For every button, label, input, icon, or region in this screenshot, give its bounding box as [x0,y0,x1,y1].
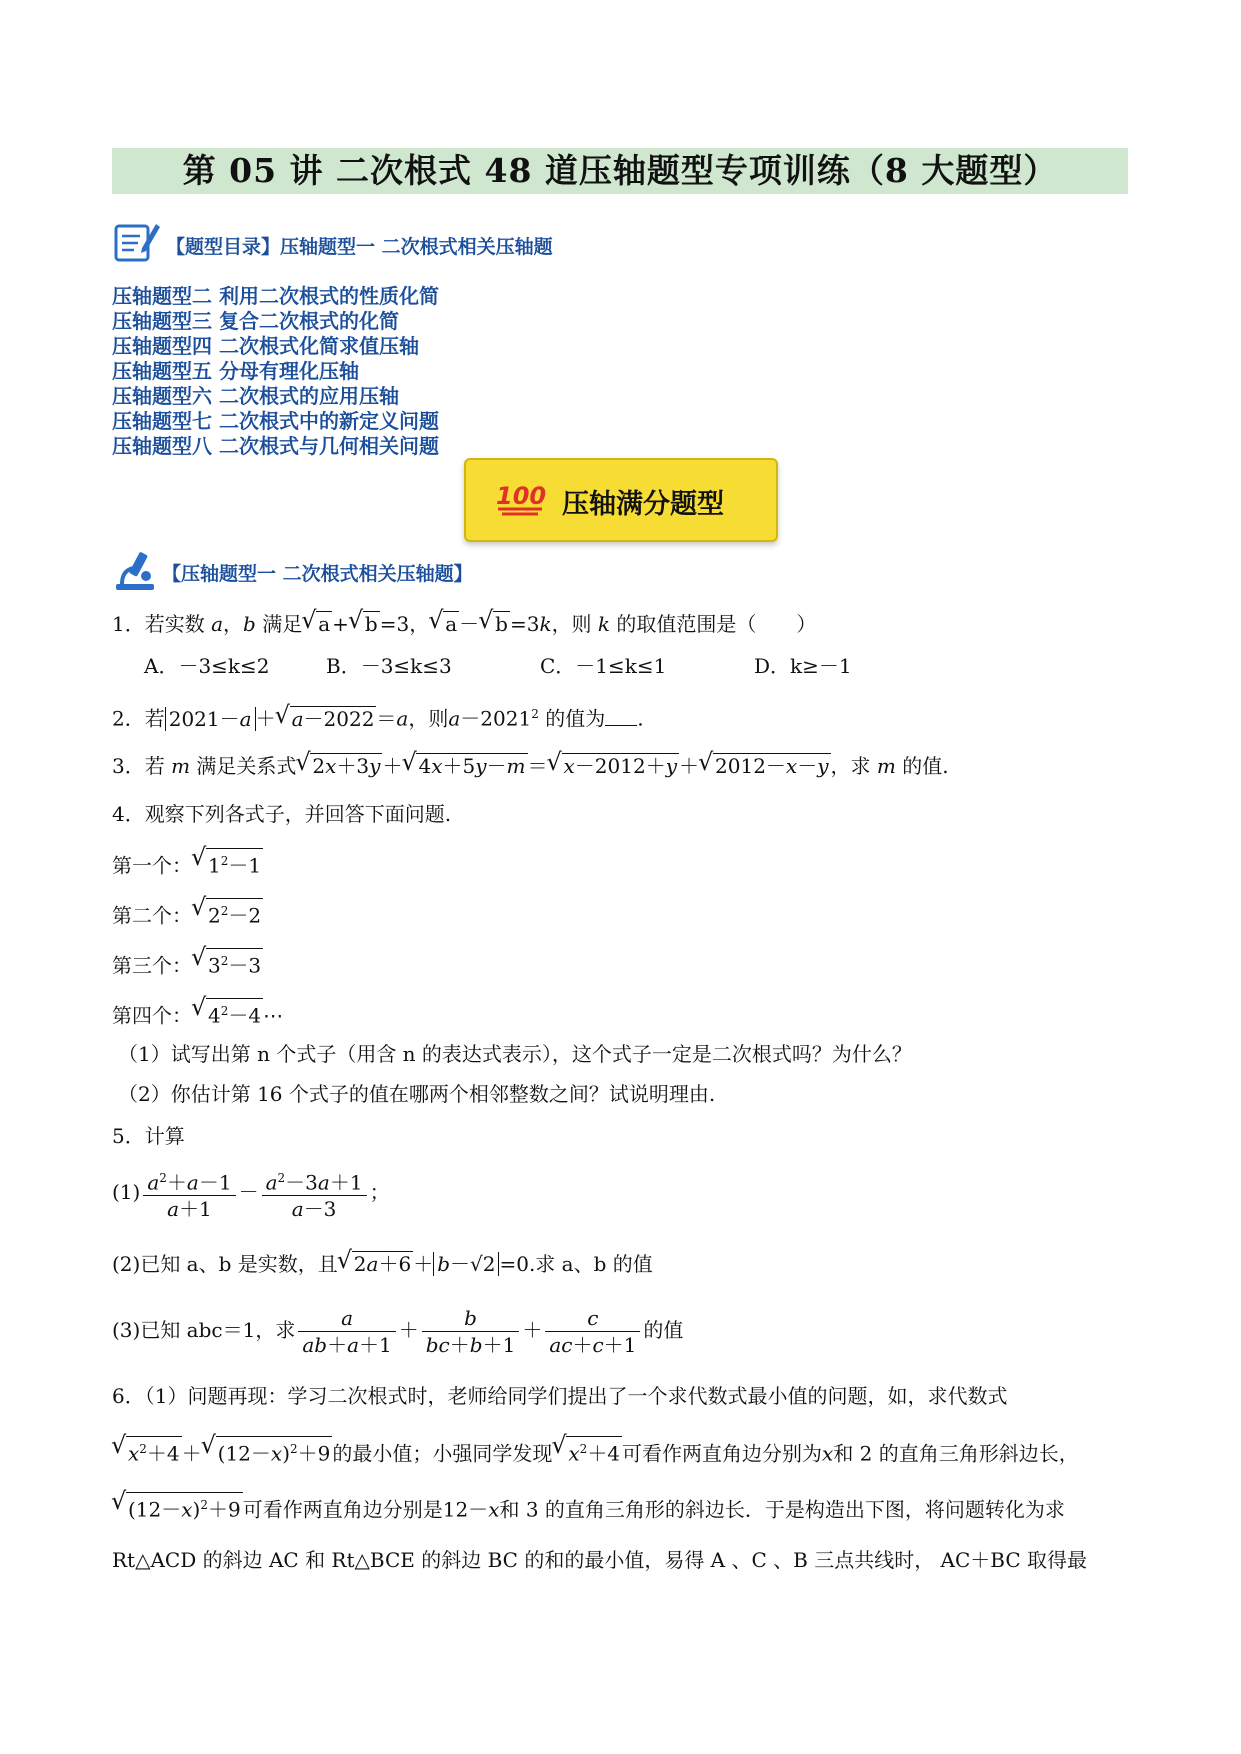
full-score-badge [464,458,778,542]
question-6-line-4: Rt△ACD 的斜边 AC 和 Rt△BCE 的斜边 BC 的和的最小值，易得 A 、C 、B 三点共线时， AC＋BC 取得最 [112,1548,1088,1572]
toc-item[interactable]: 压轴题型七 二次根式中的新定义问题 [112,409,439,433]
sequence-row: 第四个：√ $4^2-4$ ⋯ [112,998,283,1030]
question-3: 3．若 m 满足关系式√ 2x＋3y ＋√ 4x＋5y－m ＝√ x－2012＋y ＋√ 2012－x－y ，求 m 的值. [112,752,949,780]
answer-blank[interactable] [605,707,637,726]
notepad-pencil-icon [112,218,162,264]
toc-item[interactable]: 压轴题型三 复合二次根式的化简 [112,309,399,333]
sequence-row: 第三个：√ $3^2-3$ [112,948,263,980]
question-4: 4．观察下列各式子，并回答下面问题. [112,802,452,826]
sequence-row: 第一个：√ $1^2-1$ [112,848,263,880]
toc-item[interactable]: 压轴题型四 二次根式化简求值压轴 [112,334,419,358]
microscope-icon [112,546,160,592]
option-b[interactable]: B．－3≤k≤3 [326,654,452,678]
option-a[interactable]: A．－3≤k≤2 [144,654,270,678]
toc-item[interactable]: 压轴题型六 二次根式的应用压轴 [112,384,399,408]
option-d[interactable]: D．k≥－1 [754,654,852,678]
question-6-line-3: √ $(12-x)^2+9$ 可看作两直角边分别是12－x和 3 的直角三角形的斜边长．于是构造出下图，将问题转化为求 [112,1492,1065,1524]
question-5: 5．计算 [112,1124,185,1148]
option-c[interactable]: C．－1≤k≤1 [540,654,667,678]
badge-label: 压轴满分题型 [562,489,724,520]
toc-list [112,284,439,459]
question-4-part-1: （1）试写出第 n 个式子（用含 n 的表达式表示），这个式子一定是二次根式吗？为什么？ [118,1042,912,1066]
question-1: 1．若实数 a，b 满足√ a +√ b =3，√ a －√ b =3k，则 k 的取值范围是（ ） [112,610,816,638]
question-6-line-1: 6．（1）问题再现：学习二次根式时，老师给同学们提出了一个求代数式最小值的问题，如，求代数式 [112,1384,1008,1408]
toc-item[interactable]: 压轴题型五 分母有理化压轴 [112,359,359,383]
sequence-row: 第二个：√ $2^2-2$ [112,898,263,930]
question-2: 2．若 2021－a ＋√ a－2022 ＝a，则$a-2021^2$ 的值为 . [112,700,644,733]
question-5-part-1: (1) $\frac{a^2+a-1}{a+1}$ － $\frac{a^2-3a+1}{a-3}$ ； [112,1162,390,1222]
svg-text:100: 100 [496,482,547,510]
toc-item[interactable]: 压轴题型八 二次根式与几何相关问题 [112,434,439,458]
question-4-part-2: （2）你估计第 16 个式子的值在哪两个相邻整数之间？试说明理由. [118,1082,716,1106]
question-5-part-2: (2)已知 a、b 是实数，且√ 2a＋6 ＋ b－√2 =0.求 a、b 的值 [112,1250,653,1278]
hundred-points-icon [494,480,550,516]
page-title: 第 05 讲 二次根式 48 道压轴题型专项训练（8 大题型） [182,151,1058,190]
question-5-part-3: (3)已知 abc＝1，求 $\frac{a}{ab+a+1}$ ＋ $\frac{b}{bc+b+1}$ ＋ $\frac{c}{ac+c+1}$ 的值 [112,1306,684,1357]
section-heading: 【压轴题型一 二次根式相关压轴题】 [162,563,473,585]
toc-item[interactable]: 压轴题型二 利用二次根式的性质化简 [112,284,439,308]
question-number: 1． [112,612,145,636]
toc-heading: 【题型目录】压轴题型一 二次根式相关压轴题 [166,236,553,258]
question-6-line-2: √ $x^2+4$ ＋√ $(12-x)^2+9$ 的最小值；小强同学发现√ $x^2+4$ 可看作两直角边分别为x和 2 的直角三角形斜边长， [112,1436,1079,1468]
